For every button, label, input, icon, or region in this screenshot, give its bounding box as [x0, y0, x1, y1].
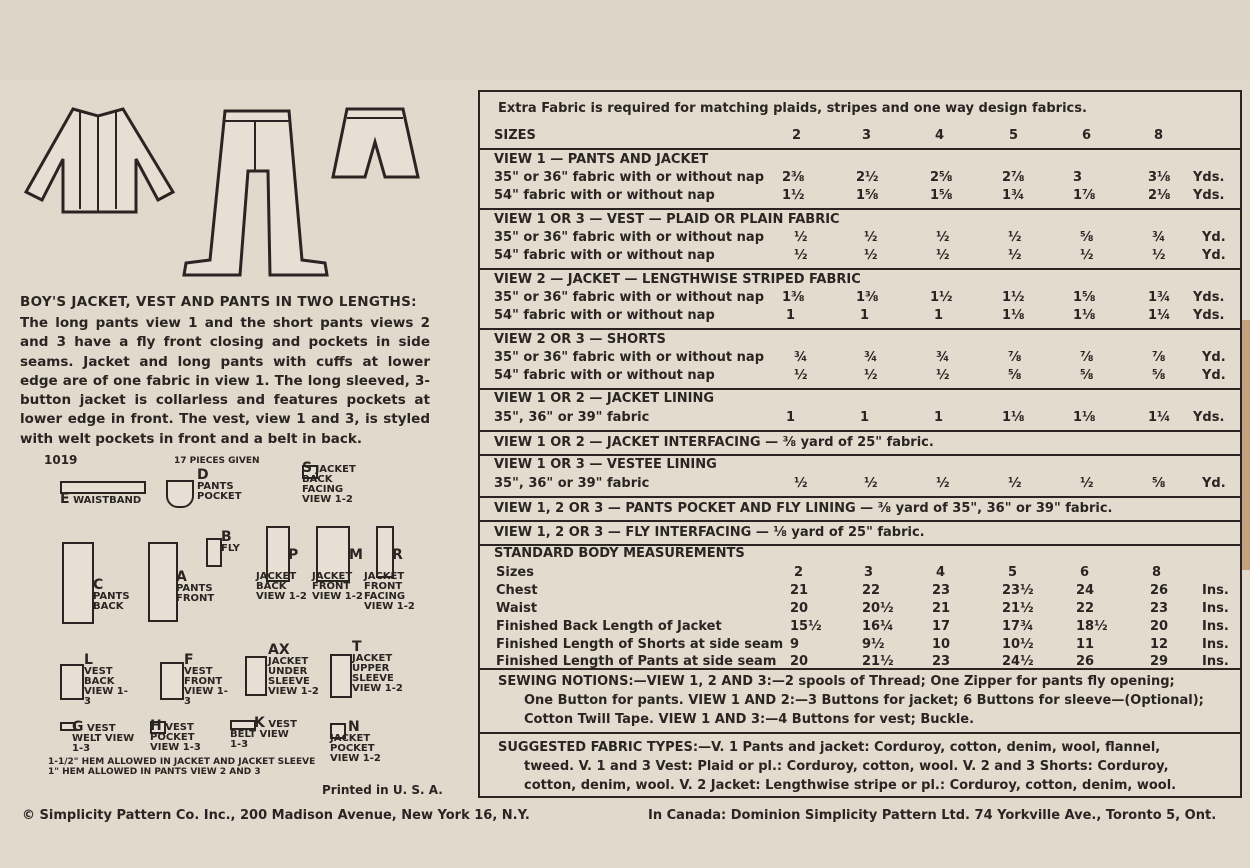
view23-title: VIEW 2 OR 3 — SHORTS [494, 332, 666, 347]
paper-top-band [0, 0, 1250, 80]
view2-row1-size-6: 1⅝ [1073, 290, 1096, 305]
piece-n: N JACKET POCKET VIEW 1-2 [330, 719, 381, 764]
body-row-value: 23 [932, 583, 951, 598]
view1-row1-size-5: 2⅞ [1002, 170, 1025, 185]
view2-row2-unit: Yds. [1193, 308, 1225, 323]
body-row-value: 23 [1150, 601, 1169, 616]
body-row-label: Finished Back Length of Jacket [496, 619, 722, 634]
body-row-value: 21 [790, 583, 809, 598]
sewing-notions-line-3: Cotton Twill Tape. VIEW 1 AND 3:—4 Buttons for vest; Buckle. [524, 712, 975, 727]
fabric-types-line-3: cotton, denim, wool. V. 2 Jacket: Lengthwise stripe or pl.: Corduroy, cotton, denim, wool. [524, 778, 1177, 793]
body-row-unit: Ins. [1202, 619, 1229, 634]
size-3: 3 [862, 128, 872, 143]
view13-row1-size-3: ½ [864, 230, 878, 245]
sewing-notions-section [480, 670, 1240, 734]
vestee-lining-size-4: ½ [936, 476, 950, 491]
view23-row2-size-5: ⅝ [1008, 368, 1022, 383]
piece-k: K VEST BELT VIEW 1-3 [230, 715, 297, 750]
view23-row2-size-3: ½ [864, 368, 878, 383]
view13-row1-size-8: ¾ [1152, 230, 1166, 245]
fabric-types-line-2: tweed. V. 1 and 3 Vest: Plaid or pl.: Corduroy, cotton, wool. V. 2 and 3 Shorts: Corduroy, [524, 759, 1169, 774]
fly-interfacing-text: VIEW 1, 2 OR 3 — FLY INTERFACING — ⅛ yard of 25" fabric. [494, 525, 925, 540]
vestee-lining-size-8: ⅝ [1152, 476, 1166, 491]
view23-section [480, 330, 1240, 390]
body-row-value: 20 [790, 654, 809, 669]
view2-row1-unit: Yds. [1193, 290, 1225, 305]
view13-row1-unit: Yd. [1202, 230, 1226, 245]
view1-row1-label: 35" or 36" fabric with or without nap [494, 170, 765, 185]
piece-ax: AX JACKET UNDER SLEEVE VIEW 1-2 [268, 642, 319, 697]
body-row-value: 21 [932, 601, 951, 616]
piece-l: L VEST BACK VIEW 1-3 [84, 652, 128, 707]
body-size-6: 6 [1080, 565, 1090, 580]
body-size-5: 5 [1008, 565, 1018, 580]
view1-title: VIEW 1 — PANTS AND JACKET [494, 152, 709, 167]
body-row-label: Finished Length of Pants at side seam [496, 654, 777, 669]
piece-d: D PANTS POCKET [197, 467, 242, 502]
body-row-value: 23½ [1002, 583, 1034, 598]
piece-g: G VEST WELT VIEW 1-3 [72, 719, 135, 754]
jacket-interfacing-text: VIEW 1 OR 2 — JACKET INTERFACING — ⅜ yard of 25" fabric. [494, 435, 934, 450]
vestee-lining-label: 35", 36" or 39" fabric [494, 476, 650, 491]
view13-row2-size-6: ½ [1080, 248, 1094, 263]
fabric-types-section [480, 734, 1240, 796]
body-row-value: 24½ [1002, 654, 1034, 669]
waistband-shape [60, 481, 146, 494]
piece-h: H VEST POCKET VIEW 1-3 [150, 718, 201, 753]
sizes-label: SIZES [494, 128, 536, 143]
body-row-value: 11 [1076, 637, 1095, 652]
view1-row2-size-3: 1⅝ [856, 188, 879, 203]
body-row-value: 18½ [1076, 619, 1108, 634]
view1-row1-size-3: 2½ [856, 170, 879, 185]
body-row-value: 20 [790, 601, 809, 616]
view23-row2-size-6: ⅝ [1080, 368, 1094, 383]
jacket-lining-section [480, 390, 1240, 432]
jacket-lining-size-4: 1 [934, 410, 944, 425]
jacket-lining-title: VIEW 1 OR 2 — JACKET LINING [494, 391, 715, 406]
pattern-title: BOY'S JACKET, VEST AND PANTS IN TWO LENGTHS: [20, 294, 417, 310]
view2-row2-size-6: 1⅛ [1073, 308, 1096, 323]
view1-row1-size-2: 2⅜ [782, 170, 805, 185]
view2-row2-size-8: 1¼ [1148, 308, 1171, 323]
body-row-value: 22 [862, 583, 881, 598]
pieces-given: 17 PIECES GIVEN [174, 456, 260, 466]
body-row-value: 29 [1150, 654, 1169, 669]
piece-e: E WAISTBAND [60, 491, 142, 507]
view2-row2-size-4: 1 [934, 308, 944, 323]
body-row-value: 9 [790, 637, 800, 652]
body-row-value: 10 [932, 637, 951, 652]
view1-row2-size-6: 1⅞ [1073, 188, 1096, 203]
view13-row2-size-2: ½ [794, 248, 808, 263]
jacket-lining-size-6: 1⅛ [1073, 410, 1096, 425]
view2-row1-size-5: 1½ [1002, 290, 1025, 305]
pants-front-shape [148, 542, 178, 622]
body-row-unit: Ins. [1202, 637, 1229, 652]
size-5: 5 [1009, 128, 1019, 143]
view2-row1-size-3: 1⅜ [856, 290, 879, 305]
piece-b: B FLY [221, 529, 240, 554]
view2-title: VIEW 2 — JACKET — LENGTHWISE STRIPED FABRIC [494, 272, 861, 287]
pocket-lining-row [480, 498, 1240, 522]
view1-row1-unit: Yds. [1193, 170, 1225, 185]
body-row-value: 10½ [1002, 637, 1034, 652]
jacket-lining-size-8: 1¼ [1148, 410, 1171, 425]
pattern-description: The long pants view 1 and the short pants views 2 and 3 have a fly front closing and pockets in side seams. Jacket and long pants with cuffs at lower edge are of one fabric in view 1. The long sleeved, 3-button jacket is collarless and features pockets at lower edge in front. The vest, view 1 and 3, is styled with welt pockets in front and a belt in back. [20, 315, 430, 447]
body-row-label: Finished Length of Shorts at side seam [496, 637, 784, 652]
jacket-lining-size-3: 1 [860, 410, 870, 425]
view23-row1-label: 35" or 36" fabric with or without nap [494, 350, 765, 365]
body-row-value: 17 [932, 619, 951, 634]
view13-row1-size-5: ½ [1008, 230, 1022, 245]
body-row-value: 20½ [862, 601, 894, 616]
body-row-value: 22 [1076, 601, 1095, 616]
view1-row2-size-4: 1⅝ [930, 188, 953, 203]
jacket-under-sleeve-shape [245, 656, 267, 696]
jacket-lining-unit: Yds. [1193, 410, 1225, 425]
piece-r: R JACKET FRONT FACING VIEW 1-2 [364, 547, 415, 612]
vestee-lining-size-2: ½ [794, 476, 808, 491]
view1-row1-size-4: 2⅝ [930, 170, 953, 185]
body-size-2: 2 [794, 565, 804, 580]
vestee-lining-title: VIEW 1 OR 3 — VESTEE LINING [494, 457, 717, 472]
pattern-number: 1019 [44, 453, 78, 467]
view13-row2-size-5: ½ [1008, 248, 1022, 263]
long-pants-sketch [180, 105, 332, 281]
view13-row1-size-2: ½ [794, 230, 808, 245]
view13-row2-label: 54" fabric with or without nap [494, 248, 715, 263]
view1-section [480, 150, 1240, 210]
view2-row2-size-3: 1 [860, 308, 870, 323]
body-row-label: Waist [496, 601, 538, 616]
pocket-lining-text: VIEW 1, 2 OR 3 — PANTS POCKET AND FLY LINING — ⅜ yard of 35", 36" or 39" fabric. [494, 501, 1113, 516]
body-row-value: 24 [1076, 583, 1095, 598]
view2-row2-size-2: 1 [786, 308, 796, 323]
view2-row1-size-4: 1½ [930, 290, 953, 305]
vestee-lining-size-6: ½ [1080, 476, 1094, 491]
vestee-lining-section [480, 456, 1240, 498]
vest-back-shape [60, 664, 84, 700]
hem-note-2: 1" HEM ALLOWED IN PANTS VIEW 2 AND 3 [48, 767, 261, 777]
view13-section [480, 210, 1240, 270]
sewing-notions-line-1: SEWING NOTIONS:—VIEW 1, 2 AND 3:—2 spools of Thread; One Zipper for pants fly opening; [498, 674, 1175, 689]
view1-row2-size-8: 2⅛ [1148, 188, 1171, 203]
body-title: STANDARD BODY MEASUREMENTS [494, 546, 745, 561]
view23-row1-size-4: ¾ [936, 350, 950, 365]
piece-c: C PANTS BACK [93, 577, 130, 612]
view23-row2-unit: Yd. [1202, 368, 1226, 383]
view23-row1-unit: Yd. [1202, 350, 1226, 365]
body-size-3: 3 [864, 565, 874, 580]
view23-row1-size-5: ⅞ [1008, 350, 1022, 365]
size-4: 4 [935, 128, 945, 143]
vestee-lining-size-3: ½ [864, 476, 878, 491]
fabric-chart [478, 90, 1242, 798]
view2-row2-label: 54" fabric with or without nap [494, 308, 715, 323]
piece-f: F VEST FRONT VIEW 1-3 [184, 652, 228, 707]
view13-row2-size-4: ½ [936, 248, 950, 263]
vestee-lining-size-5: ½ [1008, 476, 1022, 491]
sewing-notions-line-2: One Button for pants. VIEW 1 AND 2:—3 Buttons for jacket; 6 Buttons for sleeve—(Optional); [524, 693, 1204, 708]
body-measurements-section [480, 546, 1240, 670]
view13-row2-size-8: ½ [1152, 248, 1166, 263]
view13-row1-size-6: ⅝ [1080, 230, 1094, 245]
body-size-8: 8 [1152, 565, 1162, 580]
pants-pocket-shape [166, 480, 194, 508]
view13-row2-size-3: ½ [864, 248, 878, 263]
piece-m: M JACKET FRONT VIEW 1-2 [312, 547, 363, 602]
body-row-value: 21½ [862, 654, 894, 669]
fly-interfacing-row [480, 522, 1240, 546]
view1-row2-unit: Yds. [1193, 188, 1225, 203]
jacket-upper-sleeve-shape [330, 654, 352, 698]
view13-row1-label: 35" or 36" fabric with or without nap [494, 230, 765, 245]
piece-a: A PANTS FRONT [176, 569, 215, 604]
view13-title: VIEW 1 OR 3 — VEST — PLAID OR PLAIN FABRIC [494, 212, 840, 227]
body-row-value: 15½ [790, 619, 822, 634]
view23-row1-size-3: ¾ [864, 350, 878, 365]
size-2: 2 [792, 128, 802, 143]
size-6: 6 [1082, 128, 1092, 143]
body-row-label: Chest [496, 583, 538, 598]
publisher-address: © Simplicity Pattern Co. Inc., 200 Madison Avenue, New York 16, N.Y. [22, 808, 530, 823]
hem-note-1: 1-1/2" HEM ALLOWED IN JACKET AND JACKET SLEEVE [48, 757, 316, 767]
canada-address: In Canada: Dominion Simplicity Pattern Ltd. 74 Yorkville Ave., Toronto 5, Ont. [648, 808, 1217, 823]
view2-section [480, 270, 1240, 330]
body-sizes-label: Sizes [496, 565, 534, 580]
view13-row1-size-4: ½ [936, 230, 950, 245]
view1-row1-size-6: 3 [1073, 170, 1083, 185]
body-row-value: 16¼ [862, 619, 894, 634]
view1-row1-size-8: 3⅛ [1148, 170, 1171, 185]
body-row-value: 17¾ [1002, 619, 1034, 634]
pants-back-shape [62, 542, 94, 624]
printed-in: Printed in U. S. A. [322, 783, 443, 797]
view1-row2-label: 54" fabric with or without nap [494, 188, 715, 203]
view23-row1-size-6: ⅞ [1080, 350, 1094, 365]
size-8: 8 [1154, 128, 1164, 143]
body-size-4: 4 [936, 565, 946, 580]
jacket-sketch [18, 104, 181, 216]
fly-shape [206, 538, 222, 567]
body-row-value: 23 [932, 654, 951, 669]
view23-row1-size-8: ⅞ [1152, 350, 1166, 365]
body-row-value: 12 [1150, 637, 1169, 652]
vest-front-shape [160, 662, 184, 700]
piece-t: T JACKET UPPER SLEEVE VIEW 1-2 [352, 639, 403, 694]
piece-p: P JACKET BACK VIEW 1-2 [256, 547, 307, 602]
jacket-lining-size-2: 1 [786, 410, 796, 425]
view2-row2-size-5: 1⅛ [1002, 308, 1025, 323]
jacket-interfacing-row [480, 432, 1240, 456]
vestee-lining-unit: Yd. [1202, 476, 1226, 491]
jacket-lining-label: 35", 36" or 39" fabric [494, 410, 650, 425]
view1-row2-size-5: 1¾ [1002, 188, 1025, 203]
view1-row2-size-2: 1½ [782, 188, 805, 203]
view23-row2-size-4: ½ [936, 368, 950, 383]
body-row-unit: Ins. [1202, 601, 1229, 616]
extra-fabric-note: Extra Fabric is required for matching plaids, stripes and one way design fabrics. [498, 101, 1087, 116]
body-row-value: 21½ [1002, 601, 1034, 616]
piece-s: S JACKET BACK FACING VIEW 1-2 [302, 460, 356, 505]
body-row-unit: Ins. [1202, 583, 1229, 598]
body-row-value: 26 [1076, 654, 1095, 669]
view13-row2-unit: Yd. [1202, 248, 1226, 263]
view23-row2-label: 54" fabric with or without nap [494, 368, 715, 383]
body-row-value: 26 [1150, 583, 1169, 598]
jacket-lining-size-5: 1⅛ [1002, 410, 1025, 425]
shorts-sketch [330, 104, 420, 182]
sizes-row [480, 124, 1240, 150]
view2-row1-size-2: 1⅜ [782, 290, 805, 305]
view23-row2-size-8: ⅝ [1152, 368, 1166, 383]
view2-row1-label: 35" or 36" fabric with or without nap [494, 290, 765, 305]
body-row-unit: Ins. [1202, 654, 1229, 669]
body-row-value: 20 [1150, 619, 1169, 634]
body-row-value: 9½ [862, 637, 885, 652]
fabric-types-line-1: SUGGESTED FABRIC TYPES:—V. 1 Pants and jacket: Corduroy, cotton, denim, wool, flannel, [498, 740, 1161, 755]
view23-row1-size-2: ¾ [794, 350, 808, 365]
view23-row2-size-2: ½ [794, 368, 808, 383]
view2-row1-size-8: 1¾ [1148, 290, 1171, 305]
